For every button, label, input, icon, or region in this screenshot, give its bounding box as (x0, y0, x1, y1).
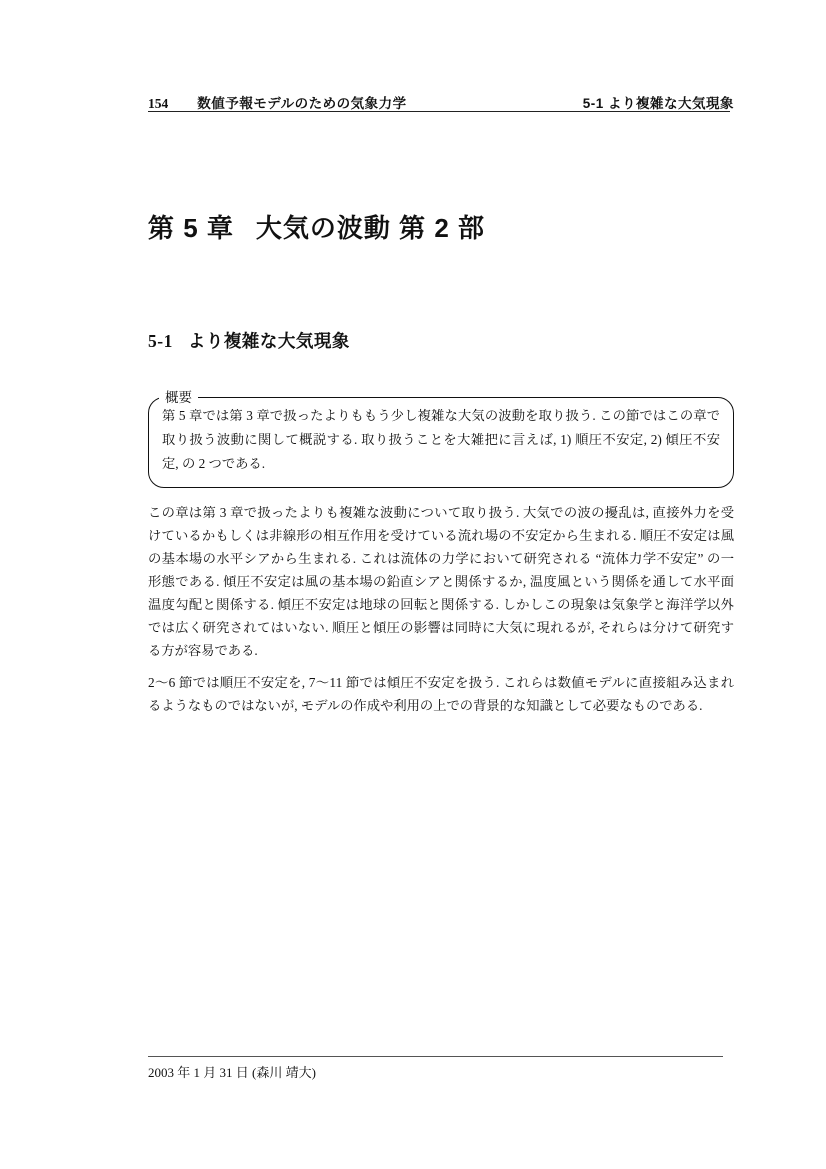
text-line: では広く研究されてはいない. 順圧と傾圧の影響は同時に大気に現れるが, それらは分けて研究す (148, 620, 734, 635)
header-rule (148, 111, 730, 112)
book-title: 数値予報モデルのための気象力学 (197, 96, 407, 111)
text-line: 2〜6 節では順圧不安定を, 7〜11 節では傾圧不安定を扱う. これらは数値モデルに直接組み込まれ (148, 675, 734, 690)
body-paragraph-1 (148, 501, 734, 662)
text-line: の基本場の水平シアから生まれる. これは流体の力学において研究される “流体力学不安定” の一 (148, 551, 734, 566)
footer-date-author: 2003 年 1 月 31 日 (森川 靖大) (148, 1065, 316, 1080)
text-line: この章は第 3 章で扱ったよりも複雑な波動について取り扱う. 大気での波の擾乱は, 直接外力を受 (148, 505, 734, 520)
overview-box (148, 389, 734, 488)
section-title: より複雑な大気現象 (187, 331, 350, 351)
section-heading (148, 328, 350, 353)
page-number: 154 (148, 96, 169, 111)
body-paragraph-2 (148, 671, 734, 717)
text-line: 温度勾配と関係する. 傾圧不安定は地球の回転と関係する. しかしこの現象は気象学と海洋学以外 (148, 597, 734, 612)
overview-line: 取り扱う波動に関して概説する. 取り扱うことを大雑把に言えば, 1) 順圧不安定, 2) 傾圧不安 (162, 432, 720, 447)
section-number: 5-1 (148, 331, 173, 351)
overview-line: 定, の 2 つである. (162, 456, 266, 471)
text-line: るようなものではないが, モデルの作成や利用の上での背景的な知識として必要なものである. (148, 698, 703, 713)
chapter-title: 大気の波動 第 2 部 (255, 213, 486, 243)
text-line: 形態である. 傾圧不安定は風の基本場の鉛直シアと関係するか, 温度風という関係を通して水平面 (148, 574, 734, 589)
chapter-heading (148, 208, 485, 245)
text-line: けているかもしくは非線形の相互作用を受けている流れ場の不安定から生まれる. 順圧不安定は風 (148, 528, 734, 543)
running-section-title: 5-1 より複雑な大気現象 (582, 96, 734, 111)
overview-box-label: 概要 (159, 389, 198, 407)
footer-rule (148, 1056, 723, 1057)
text-line: る方が容易である. (148, 643, 258, 658)
page-header (148, 92, 734, 112)
chapter-number: 第 5 章 (148, 213, 234, 243)
overview-line: 第 5 章では第 3 章で扱ったよりももう少し複雑な大気の波動を取り扱う. この節ではこの章で (162, 408, 720, 423)
